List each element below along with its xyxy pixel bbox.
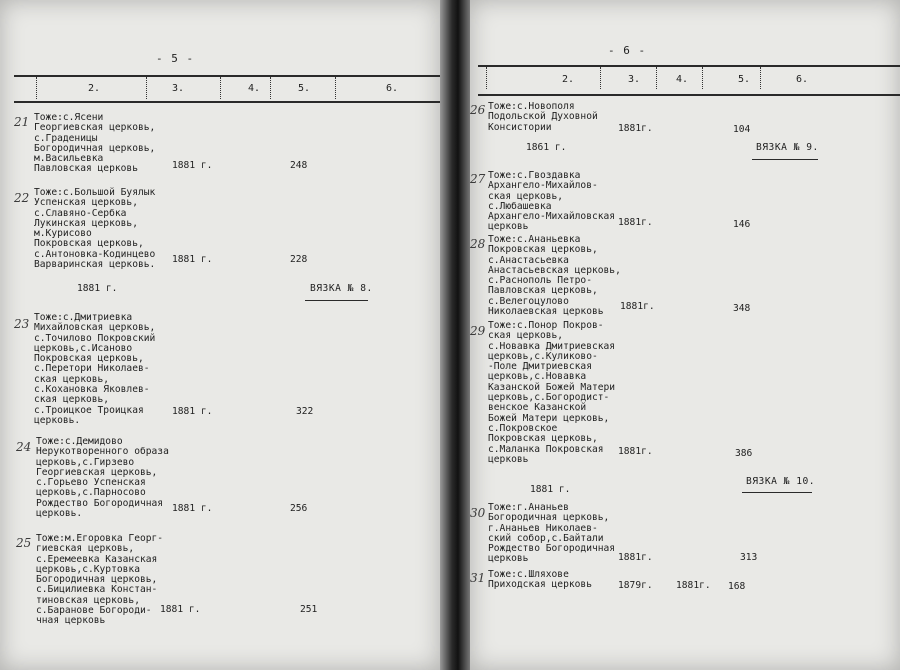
bundle-label: ВЯЗКА № 9. [756,142,819,153]
header-rule-top [478,65,900,67]
entry-count: 348 [733,303,751,314]
column-divider [270,77,271,99]
entry-count: 322 [296,406,314,417]
bundle-year: 1861 г. [526,142,567,153]
entry-number: 21 [14,115,30,129]
entry-number: 23 [14,317,30,331]
bundle-label: ВЯЗКА № 10. [746,476,816,487]
header-rule-bottom [478,94,900,96]
bundle-underline [752,159,818,160]
entry-number: 29 [470,324,486,338]
entry-year: 1881 г. [172,160,213,171]
page-number: - 6 - [608,44,647,57]
entry-number: 31 [470,571,486,585]
entry-number: 22 [14,191,30,205]
entry-text: Тоже:с.Новополя Подольской Духовной Консистории [488,101,598,133]
bundle-underline [742,492,812,493]
entry-number: 30 [470,506,486,520]
entry-year: 1881 г. [172,254,213,265]
column-header: 5. [298,83,311,94]
entry-count: 386 [735,448,753,459]
entry-year: 1881 г. [160,604,201,615]
column-divider [36,77,37,99]
entry-number: 25 [16,536,32,550]
column-divider [656,67,657,89]
entry-year: 1881 г. [172,406,213,417]
bundle-label: ВЯЗКА № 8. [310,283,373,294]
entry-year-2: 1881г. [676,580,711,591]
entry-number: 26 [470,103,486,117]
header-rule-top [14,75,440,77]
column-divider [702,67,703,89]
entry-year: 1881г. [618,446,653,457]
entry-text: Тоже:с.Ананьевка Покровская церковь, с.Анастасьевка Анастасьевская церковь, с.Раснополь Петро- Павловская церковь, с.Велегоцулово Николаевская церковь [488,234,621,318]
entry-text: Тоже:с.Демидово Нерукотворенного образа церковь,с.Гирзево Георгиевская церковь, с.Горьево Успенская церковь,с.Парносово Рождество Богородичная церковь. [36,436,169,520]
column-divider [220,77,221,99]
bundle-year: 1881 г. [77,283,118,294]
column-divider [335,77,336,99]
entry-count: 251 [300,604,318,615]
right-page [470,0,900,670]
entry-text: Тоже:с.Шляхове Приходская церковь [488,569,592,591]
entry-text: Тоже:м.Егоровка Георг- гиевская церковь, с.Еремеевка Казанская церковь,с.Куртовка Богородичная церковь, с.Бицилиевка Констан- тиновская церковь, с.Баранове Богороди- чная церковь [36,533,164,627]
entry-text: Тоже:с.Гвоздавка Архангело-Михайлов- ская церковь, с.Любашевка Архангело-Михайловская церковь [488,170,616,233]
entry-year: 1881г. [618,123,653,134]
column-header: 6. [386,83,399,94]
entry-year: 1881г. [618,552,653,563]
column-header: 5. [738,74,751,85]
column-header: 2. [88,83,101,94]
entry-text: Тоже:с.Большой Буялык Успенская церковь, с.Славяно-Сербка Лукинская церковь, м.Курисово Покровская церковь, с.Антоновка-Кодинцево Варваринская церковь. [34,187,156,271]
entry-count: 228 [290,254,308,265]
column-header: 4. [248,83,261,94]
entry-number: 27 [470,172,486,186]
entry-year: 1879г. [618,580,653,591]
entry-text: Тоже:г.Ананьев Богородичная церковь, г.Ананьев Николаев- ский собор,с.Байтали Рождество Богородичная церковь [488,502,616,565]
column-divider [600,67,601,89]
entry-text: Тоже:с.Дмитриевка Михайловская церковь, с.Точилово Покровский церковь,с.Исаново Покровская церковь, с.Перетори Николаев- ская церковь, с.Кохановка Яковлев- ская церковь, с.Троицкое Троицкая церковь. [34,312,156,426]
column-header: 2. [562,74,575,85]
bundle-year: 1881 г. [530,484,571,495]
column-divider [760,67,761,89]
entry-text: Тоже:с.Ясени Георгиевская церковь, с.Граденицы Богородичная церковь, м.Васильевка Павловская церковь [34,112,156,175]
header-rule-bottom [14,101,440,103]
entry-year: 1881 г. [172,503,213,514]
entry-year: 1881г. [618,217,653,228]
entry-number: 24 [16,440,32,454]
book-gutter [440,0,470,670]
column-header: 3. [628,74,641,85]
entry-count: 146 [733,219,751,230]
column-header: 4. [676,74,689,85]
column-header: 3. [172,83,185,94]
entry-number: 28 [470,237,486,251]
bundle-underline [305,300,368,301]
column-divider [146,77,147,99]
entry-year: 1881г. [620,301,655,312]
entry-text: Тоже:с.Понор Покров- ская церковь, с.Новавка Дмитриевская церковь,с.Куликово- -Поле Дмитриевская церковь,с.Новавка Казанской Божей Матери церковь,с.Богородист- венское Казанской Божей Матери церковь, с.Покровское Покровская церковь, с.Маланка Покровская церковь [488,320,616,465]
page-number: - 5 - [156,52,195,65]
entry-count: 256 [290,503,308,514]
column-divider [486,67,487,89]
left-page [0,0,440,670]
entry-count: 248 [290,160,308,171]
entry-count: 104 [733,124,751,135]
column-header: 6. [796,74,809,85]
entry-count: 168 [728,581,746,592]
entry-count: 313 [740,552,758,563]
